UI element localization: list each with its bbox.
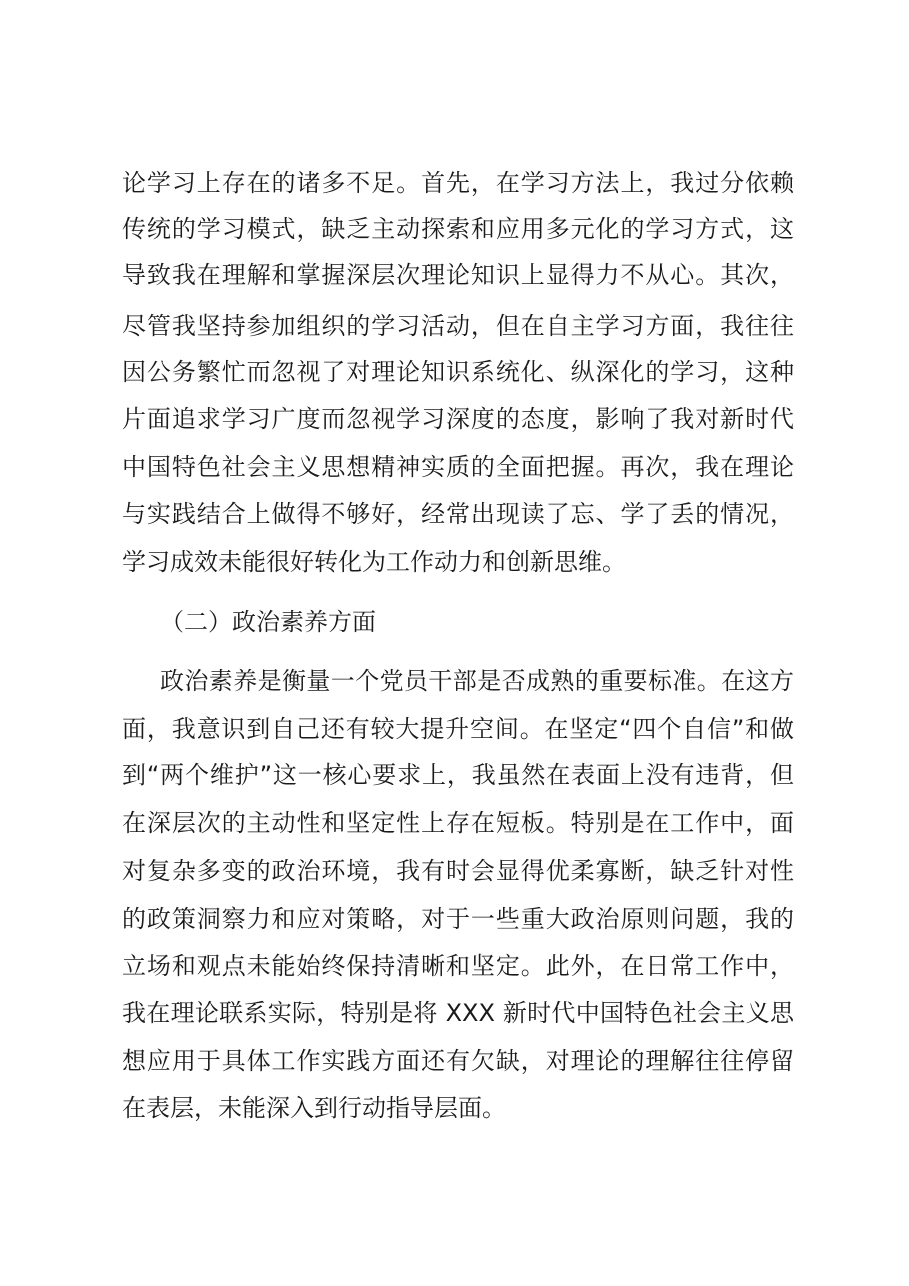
- body-text-line: 立场和观点未能始终保持清晰和坚定。此外，在日常工作中，: [122, 952, 794, 980]
- body-text-line: 的政策洞察力和应对策略，对于一些重大政治原则问题，我的: [122, 905, 794, 933]
- body-text-line: 学习成效未能很好转化为工作动力和创新思维。: [122, 548, 626, 576]
- body-text-line: 论学习上存在的诸多不足。首先，在学习方法上，我过分依赖: [122, 169, 794, 197]
- body-text-line: 对复杂多变的政治环境，我有时会显得优柔寡断，缺乏针对性: [122, 857, 794, 885]
- section-heading: （二）政治素养方面: [160, 608, 376, 636]
- body-text-line: 在表层，未能深入到行动指导层面。: [122, 1094, 506, 1122]
- body-text-line: 在深层次的主动性和坚定性上存在短板。特别是在工作中，面: [122, 809, 794, 837]
- body-text-line: 导致我在理解和掌握深层次理论知识上显得力不从心。其次，: [122, 261, 794, 289]
- body-text-line: 面，我意识到自己还有较大提升空间。在坚定“四个自信”和做: [122, 715, 794, 743]
- body-text-line: 中国特色社会主义思想精神实质的全面把握。再次，我在理论: [122, 453, 794, 481]
- body-text-line: 到“两个维护”这一核心要求上，我虽然在表面上没有违背，但: [122, 761, 794, 789]
- body-text-line: 想应用于具体工作实践方面还有欠缺，对理论的理解往往停留: [122, 1047, 794, 1075]
- body-text-line: 与实践结合上做得不够好，经常出现读了忘、学了丢的情况，: [122, 500, 794, 528]
- body-text-line: 尽管我坚持参加组织的学习活动，但在自主学习方面，我往往: [122, 312, 794, 340]
- body-text-line: 政治素养是衡量一个党员干部是否成熟的重要标准。在这方: [160, 667, 794, 695]
- body-text-line: 因公务繁忙而忽视了对理论知识系统化、纵深化的学习，这种: [122, 358, 794, 386]
- body-text-line: 我在理论联系实际，特别是将 XXX 新时代中国特色社会主义思: [122, 999, 794, 1027]
- body-text-line: 片面追求学习广度而忽视学习深度的态度，影响了我对新时代: [122, 405, 794, 433]
- body-text-line: 传统的学习模式，缺乏主动探索和应用多元化的学习方式，这: [122, 215, 794, 243]
